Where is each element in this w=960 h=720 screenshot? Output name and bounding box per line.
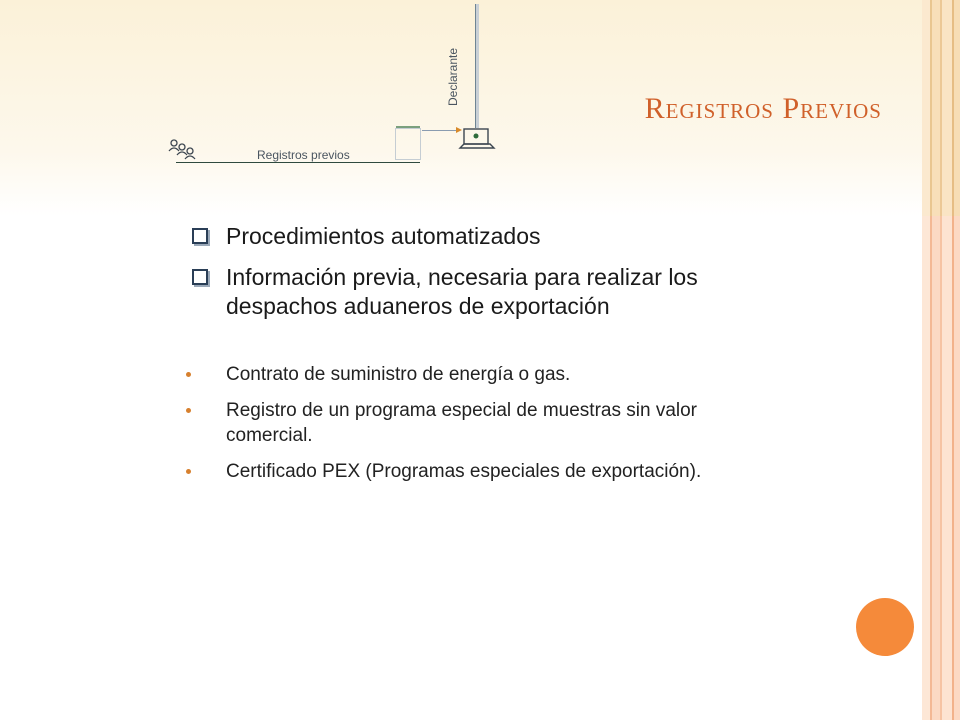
main-point (186, 222, 786, 251)
main-point-text: Información previa, necesaria para realizar los despachos aduaneros de exportación (226, 264, 698, 319)
document-icon (395, 128, 421, 160)
bullet-text: Contrato de suministro de energía o gas. (226, 364, 571, 385)
declarante-label: Declarante (446, 47, 460, 106)
accent-circle (856, 598, 914, 656)
checkbox-bullet-icon (192, 228, 208, 244)
slide-content (186, 222, 786, 495)
declarante-line-shadow (475, 4, 476, 128)
process-diagram (160, 0, 520, 175)
main-point-text: Procedimientos automatizados (226, 223, 541, 249)
bullet-item (186, 362, 766, 387)
side-stripes-top (922, 0, 960, 216)
laptop-icon (458, 127, 496, 151)
checkbox-bullet-icon (192, 269, 208, 285)
baseline (176, 162, 420, 163)
bullet-text: Registro de un programa especial de muestras sin valor comercial. (226, 400, 698, 446)
bullet-dot-icon (186, 372, 191, 377)
bullet-item (186, 459, 766, 484)
bullet-text: Certificado PEX (Programas especiales de exportación). (226, 461, 702, 482)
people-icon (168, 138, 198, 162)
bullet-list (186, 362, 786, 484)
declarante-line (476, 4, 479, 128)
main-point (186, 263, 786, 321)
bullet-dot-icon (186, 469, 191, 474)
registros-previos-label: Registros previos (257, 148, 350, 162)
arrow-line (422, 130, 458, 131)
bullet-dot-icon (186, 408, 191, 413)
slide-title: Registros Previos (644, 92, 882, 125)
bullet-item (186, 398, 766, 448)
